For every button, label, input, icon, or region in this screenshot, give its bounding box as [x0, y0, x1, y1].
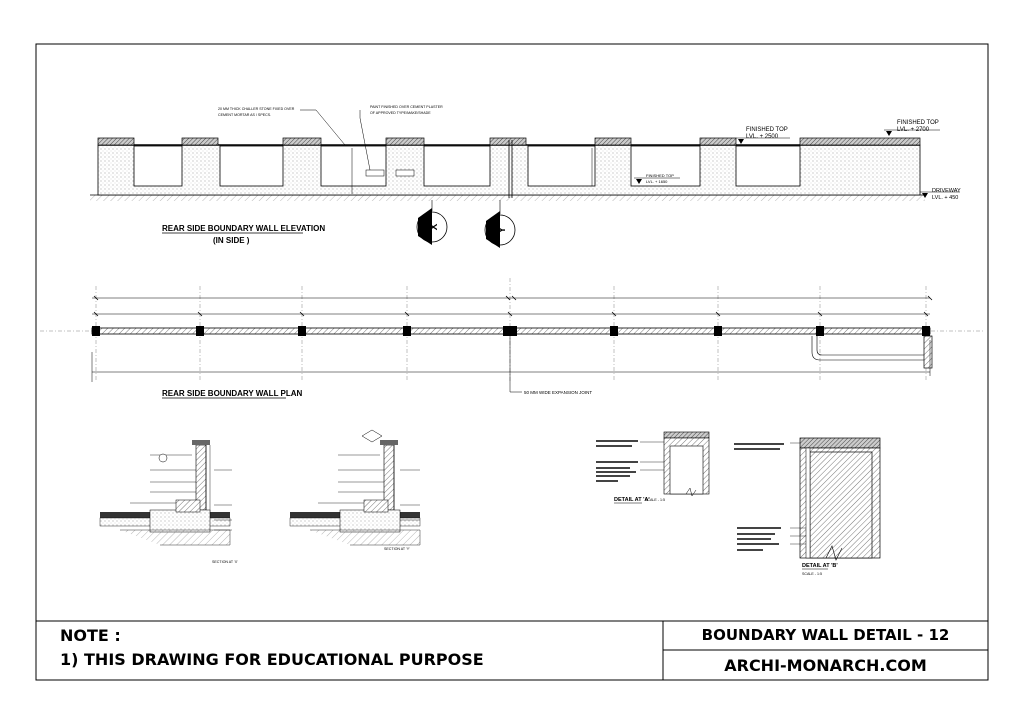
wall-panel — [321, 146, 386, 186]
pier — [298, 326, 306, 336]
boundary-wall-plan — [40, 278, 985, 398]
section-marker-y — [485, 200, 515, 248]
detail-a — [596, 432, 709, 503]
pier-cap — [595, 138, 631, 145]
plan-return-wall — [924, 336, 932, 368]
pier-cap — [700, 138, 736, 145]
wall-panel — [220, 146, 283, 186]
elevation-title: REAR SIDE BOUNDARY WALL ELEVATION — [162, 224, 326, 233]
pier-cap — [98, 138, 134, 145]
pier-cap — [386, 138, 424, 145]
expansion-joint-leader — [510, 336, 522, 392]
pier — [922, 326, 930, 336]
pier-cap — [490, 138, 526, 145]
section-marker-x — [417, 200, 447, 245]
pier — [714, 326, 722, 336]
capping-note: 20 MM THICK CHALLER STONE FIXED OVER — [218, 107, 295, 111]
pier — [816, 326, 824, 336]
level-marker-icon — [738, 139, 744, 144]
svg-text:X: X — [429, 223, 440, 231]
finished-top-level: LVL. + 2700 — [897, 127, 930, 133]
detail-b-title: DETAIL AT 'B' — [802, 563, 838, 569]
section-x-title: SECTION AT 'X' — [212, 560, 238, 564]
plan-title: REAR SIDE BOUNDARY WALL PLAN — [162, 389, 303, 398]
website-label: ARCHI-MONARCH.COM — [724, 656, 927, 675]
level-tag — [366, 170, 384, 176]
paint-note-2: OF APPROVED TYPE/MAKE/SHADE — [370, 111, 431, 115]
drawing-title: BOUNDARY WALL DETAIL - 12 — [701, 626, 950, 644]
finished-top-label: FINISHED TOP — [897, 120, 939, 126]
elevation-subtitle: (IN SIDE ) — [213, 236, 250, 245]
wall-panel — [736, 146, 800, 186]
finished-top-label: FINISHED TOP — [746, 127, 788, 133]
pier-cap — [182, 138, 218, 145]
detail-a-scale: SCALE - 1:5 — [645, 498, 665, 502]
driveway-level: LVL. + 450 — [932, 195, 959, 201]
pier — [196, 326, 204, 336]
note-heading: NOTE : — [60, 626, 121, 645]
detail-b-scale: SCALE - 1:5 — [802, 572, 822, 576]
wall-panel — [424, 146, 490, 186]
expansion-joint-note: 50 MM WIDE EXPANSION JOINT — [524, 390, 593, 395]
section-x-detail — [100, 440, 238, 564]
pier-cap — [283, 138, 321, 145]
finished-top-level: LVL. + 1650 — [646, 179, 668, 184]
pier — [610, 326, 618, 336]
boundary-wall-elevation — [90, 105, 961, 248]
pier — [403, 326, 411, 336]
section-y-title: SECTION AT 'Y' — [384, 547, 410, 551]
svg-text:Y: Y — [497, 226, 508, 234]
note-line: 1) THIS DRAWING FOR EDUCATIONAL PURPOSE — [60, 650, 484, 669]
pier-cap — [800, 138, 920, 145]
finished-top-level: LVL. + 2500 — [746, 134, 779, 140]
wall-panel — [134, 146, 182, 186]
level-tag — [396, 170, 414, 176]
pier — [503, 326, 517, 336]
elevation-ground — [90, 195, 925, 201]
wall-panel — [528, 146, 595, 186]
driveway-label: DRIVEWAY — [932, 188, 961, 194]
paint-note: PAINT FINISHED OVER CEMENT PLASTER — [370, 105, 443, 109]
section-y-detail — [290, 430, 420, 551]
finished-top-label: FINISHED TOP — [646, 173, 674, 178]
capping-note-2: CEMENT MORTAR AS / SPECS. — [218, 113, 272, 117]
level-marker-icon — [886, 131, 892, 136]
pier — [92, 326, 100, 336]
detail-b — [734, 438, 880, 576]
detail-a-title: DETAIL AT 'A' — [614, 497, 650, 503]
